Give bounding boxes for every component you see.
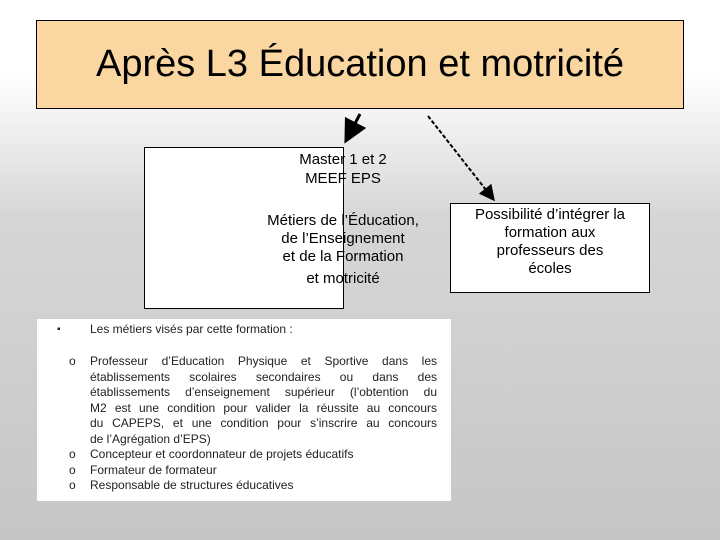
item1-line-1: Professeur d’Education Physique et Sportive dans les bbox=[90, 354, 437, 368]
item2-text: Concepteur et coordonnateur de projets éducatifs bbox=[90, 447, 354, 461]
possibility-line-1: Possibilité d’intégrer la bbox=[474, 206, 626, 223]
circle-bullet-icon: o bbox=[69, 447, 76, 461]
circle-bullet-icon: o bbox=[69, 354, 76, 368]
item3-text: Formateur de formateur bbox=[90, 462, 217, 477]
arrow-left bbox=[350, 114, 360, 133]
master-line-4: de l’Enseignement bbox=[281, 230, 405, 247]
career-list-document bbox=[37, 319, 451, 501]
circle-bullet-icon: o bbox=[69, 478, 76, 492]
master-line-6: et motricité bbox=[306, 270, 380, 287]
square-bullet-icon: ▪ bbox=[57, 324, 61, 335]
slide-title: Après L3 Éducation et motricité bbox=[95, 43, 625, 85]
item1-line-6: de l’Agrégation d’EPS) bbox=[90, 431, 211, 446]
master-line-2: MEEF EPS bbox=[305, 170, 381, 187]
item1-line-4: M2 est une condition pour valider la réussite au concours bbox=[90, 400, 437, 415]
item1-line-3: établissements d’enseignement supérieur (l’obtention du bbox=[90, 385, 437, 399]
item1-line-5: du CAPEPS, et une condition pour s’inscrire au concours bbox=[90, 416, 437, 430]
title-box bbox=[36, 20, 684, 109]
master-line-3: Métiers de l’Éducation, bbox=[267, 212, 419, 229]
item1-line-2: établissements scolaires secondaires ou dans des bbox=[90, 369, 437, 384]
possibility-line-3: professeurs des bbox=[496, 242, 604, 259]
item4-text: Responsable de structures éducatives bbox=[90, 478, 294, 492]
possibility-line-4: écoles bbox=[528, 260, 572, 277]
circle-bullet-icon: o bbox=[69, 462, 76, 477]
master-line-5: et de la Formation bbox=[282, 248, 404, 265]
master-line-1: Master 1 et 2 bbox=[299, 151, 387, 168]
list-heading: Les métiers visés par cette formation : bbox=[90, 322, 293, 336]
master-box bbox=[144, 147, 419, 309]
possibility-box bbox=[450, 203, 650, 293]
possibility-line-2: formation aux bbox=[504, 224, 596, 241]
